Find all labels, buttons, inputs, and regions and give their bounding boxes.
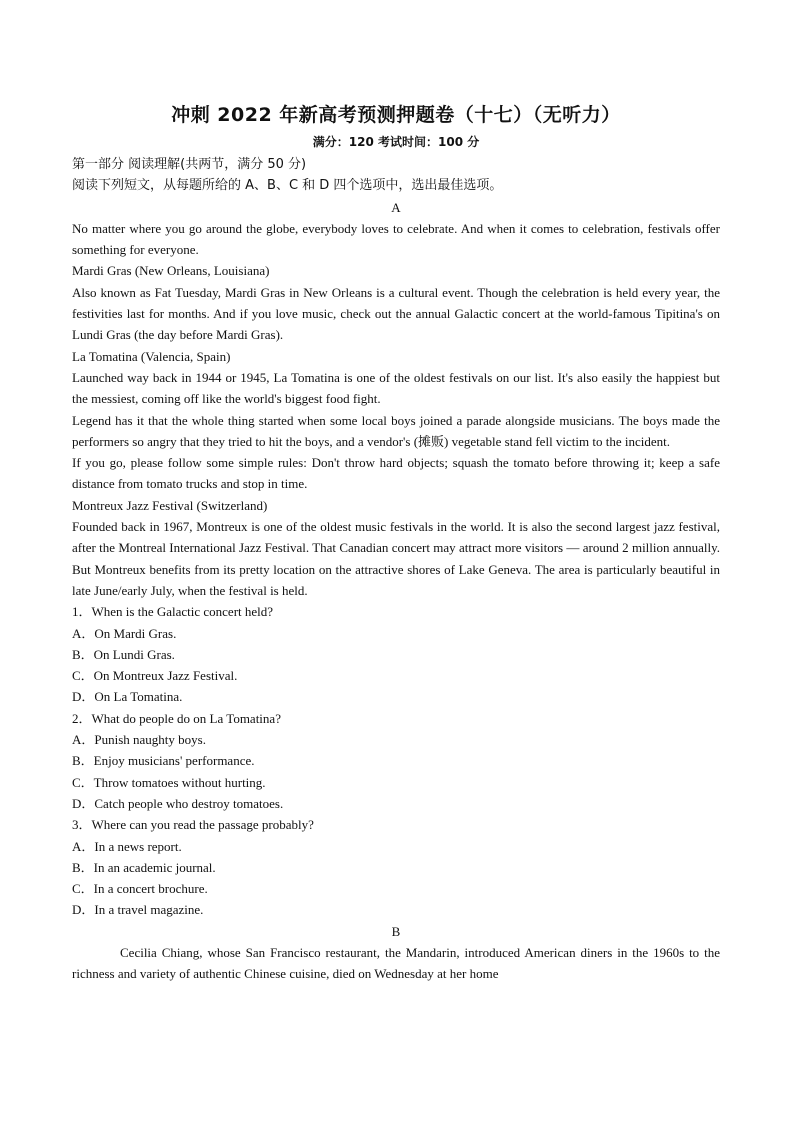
question-stem: 2．What do people do on La Tomatina?	[72, 710, 281, 726]
option-a: A．Punish naughty boys.	[72, 732, 206, 748]
festival-2-text-2: Legend has it that the whole thing started when some local boys joined a parade alongside musicians. The boys made the performers so angry that they tried to hit the boys, and a vendor's (摊贩) vegetable stand fell victim to the incident.	[72, 412, 720, 449]
passage-a-intro: No matter where you go around the globe, everybody loves to celebrate. And when it comes to celebration, festivals offer something for everyone.	[72, 220, 720, 258]
passage-a-label: A	[391, 199, 401, 215]
option-c: C．In a concert brochure.	[72, 881, 208, 897]
festival-3-text: Founded back in 1967, Montreux is one of the oldest music festivals in the world. It is also the second largest jazz festival, after the Montreal International Jazz Festival. That Canadian concert may attract more visitors — around 2 million annually. But Montreux benefits from its pretty location on the attractive shores of Lake Geneva. The area is particularly beautiful in late June/early July, when the festival is held.	[72, 519, 720, 598]
part-instruction: 阅读下列短文，从每题所给的 A、B、C 和 D 四个选项中，选出最佳选项。	[72, 178, 503, 194]
festival-2-text-3: If you go, please follow some simple rules: Don't throw hard objects; squash the tomato before throwing it; keep a safe distance from tomato trucks and stop in time.	[72, 455, 720, 492]
option-a: A．On Mardi Gras.	[72, 625, 177, 641]
option-d: D．On La Tomatina.	[72, 689, 183, 705]
question-stem: 3．Where can you read the passage probably?	[72, 817, 314, 833]
option-c: C．On Montreux Jazz Festival.	[72, 668, 238, 684]
exam-title: 冲刺 2022 年新高考预测押题卷（十七）（无听力）	[171, 104, 621, 126]
festival-2-title: La Tomatina (Valencia, Spain)	[72, 348, 231, 364]
option-d: D．In a travel magazine.	[72, 902, 204, 918]
option-b: B．On Lundi Gras.	[72, 646, 175, 662]
passage-b-text: Cecilia Chiang, whose San Francisco restaurant, the Mandarin, introduced American diners in the 1960s to the richness and variety of authentic Chinese cuisine, died on Wednesday at her home	[72, 944, 720, 982]
exam-page	[72, 100, 720, 985]
festival-1-title: Mardi Gras (New Orleans, Louisiana)	[72, 263, 270, 279]
passage-b-label: B	[391, 923, 401, 939]
question-2	[72, 708, 720, 814]
option-b: B．Enjoy musicians' performance.	[72, 753, 255, 769]
festival-3-title: Montreux Jazz Festival (Switzerland)	[72, 497, 268, 513]
festival-2-text-1: Launched way back in 1944 or 1945, La Tomatina is one of the oldest festivals on our list. It's also easily the happiest but the messiest, coming off like the world's biggest food fight.	[72, 369, 720, 407]
option-b: B．In an academic journal.	[72, 859, 216, 875]
option-a: A．In a news report.	[72, 838, 182, 854]
part-heading: 第一部分 阅读理解(共两节，满分 50 分)	[72, 157, 307, 172]
question-3	[72, 814, 720, 920]
exam-meta: 满分：120 考试时间：100 分	[312, 135, 480, 149]
option-d: D．Catch people who destroy tomatoes.	[72, 795, 284, 811]
question-stem: 1．When is the Galactic concert held?	[72, 604, 274, 620]
option-c: C．Throw tomatoes without hurting.	[72, 774, 266, 790]
question-1	[72, 601, 720, 707]
festival-1-text: Also known as Fat Tuesday, Mardi Gras in New Orleans is a cultural event. Though the celebration is held every year, the festivities last for months. And if you love music, check out the annual Galactic concert at the world-famous Tipitina's on Lundi Gras (the day before Mardi Gras).	[72, 284, 720, 343]
